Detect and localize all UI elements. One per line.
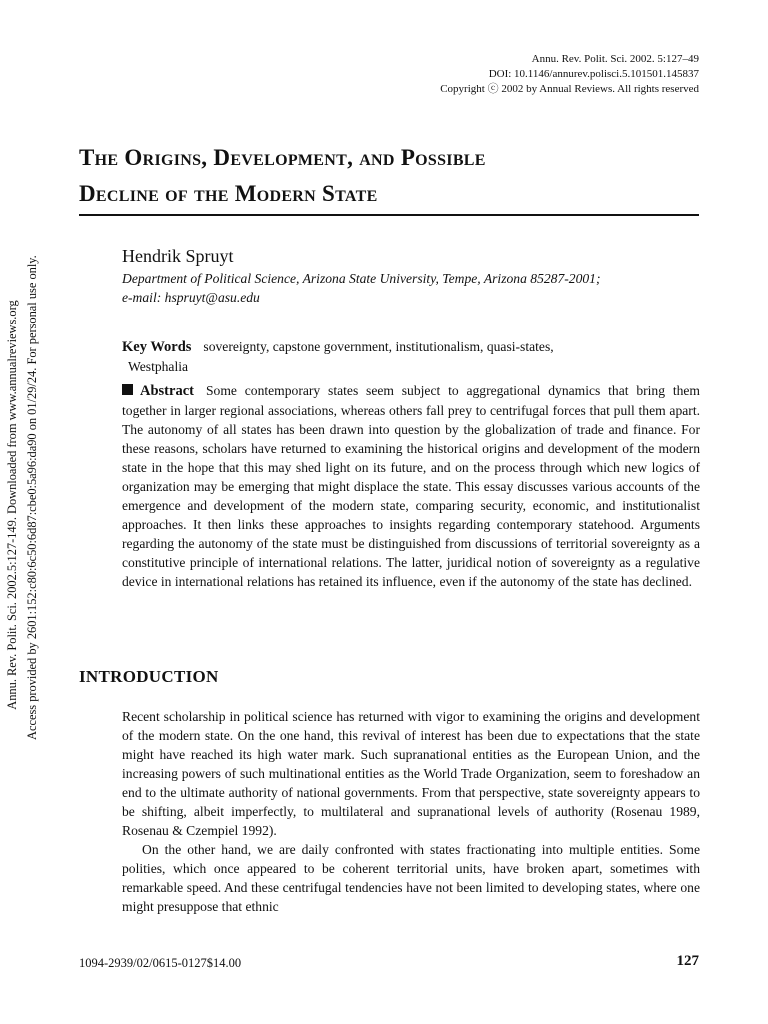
keywords-list-continued: Westphalia <box>128 359 189 374</box>
abstract-label: Abstract <box>140 383 194 399</box>
citation-journal: Annu. Rev. Polit. Sci. 2002. 5:127–49 <box>531 53 699 65</box>
author-affiliation <box>122 269 707 307</box>
abstract-text: Some contemporary states seem subject to aggregational dynamics that bring them together in larger regional associations, whereas others fall prey to centrifugal forces that pull them apart. The autonomy of all states has been drawn into question by the globalization of trade and finance. For these reasons, scholars have returned to examining the historical origins and development of the modern state in the hope that this may shed light on its future, and on the process through which new logics of organization may be emerging that might displace the state. This essay discusses various accounts of the emergence and development of the modern state, comparing security, economic, and institutionalist approaches. It then links these approaches to insights regarding contemporary statehood. Arguments regarding the autonomy of the state must be distinguished from discussions of territorial sovereignty as a constitutive principle of international relations. The latter, juridical notion of sovereignty as a regulative device in international relations has retained its influence, even if the autonomy of the state has declined. <box>122 383 700 589</box>
author-name: Hendrik Spruyt <box>122 246 234 266</box>
paragraph-2: On the other hand, we are daily confronted with states fractionating into multiple entities. Some polities, which once appeared to be coherent territorial units, have broken apart, sometimes with remarkable speed. And these centrifugal tendencies have not been limited to developing states, where one might presuppose that ethnic <box>122 842 700 914</box>
page-number: 127 <box>676 953 699 969</box>
footer-issn-price: 1094-2939/02/0615-0127$14.00 <box>79 956 242 970</box>
title-line-1: The Origins, Development, and Possible <box>79 145 486 170</box>
abstract-block <box>122 381 700 591</box>
keywords-list: sovereignty, capstone government, institutionalism, quasi-states, <box>203 339 554 354</box>
citation-copyright: Copyright ⓒ 2002 by Annual Reviews. All rights reserved <box>440 83 699 95</box>
download-watermark <box>2 255 52 740</box>
keywords-block <box>122 337 700 376</box>
title-rule <box>79 214 699 216</box>
citation-doi: DOI: 10.1146/annurev.polisci.5.101501.145837 <box>488 68 699 80</box>
affiliation-line: Department of Political Science, Arizona State University, Tempe, Arizona 85287-2001; <box>122 271 601 286</box>
body-text <box>122 707 700 916</box>
article-title <box>79 140 699 212</box>
watermark-download-line: Annu. Rev. Polit. Sci. 2002.5:127-149. Downloaded from www.annualreviews.org <box>5 300 19 710</box>
section-heading-introduction: INTRODUCTION <box>79 667 219 686</box>
square-bullet-icon <box>122 384 133 395</box>
citation-block <box>440 52 699 97</box>
paragraph-1: Recent scholarship in political science has returned with vigor to examining the origins and development of the modern state. On the one hand, this revival of interest has been due to expectations that the state might have reached its high water mark. Such supranational entities as the European Union, and the increasing powers of such multinational entities as the World Trade Organization, seem to foreshadow an end to the ultimate authority of national governments. From that perspective, state sovereignty appears to be shifting, albeit imperfectly, to multilateral and supranational levels of authority (Rosenau 1989, Rosenau & Czempiel 1992). <box>122 709 700 838</box>
author-email: e-mail: hspruyt@asu.edu <box>122 290 260 305</box>
title-line-2: Decline of the Modern State <box>79 181 378 206</box>
keywords-label: Key Words <box>122 339 192 355</box>
watermark-access-line: Access provided by 2601:152:c80:6c50:6d87:cbe0:5a96:da90 on 01/29/24. For personal use only. <box>25 255 39 740</box>
